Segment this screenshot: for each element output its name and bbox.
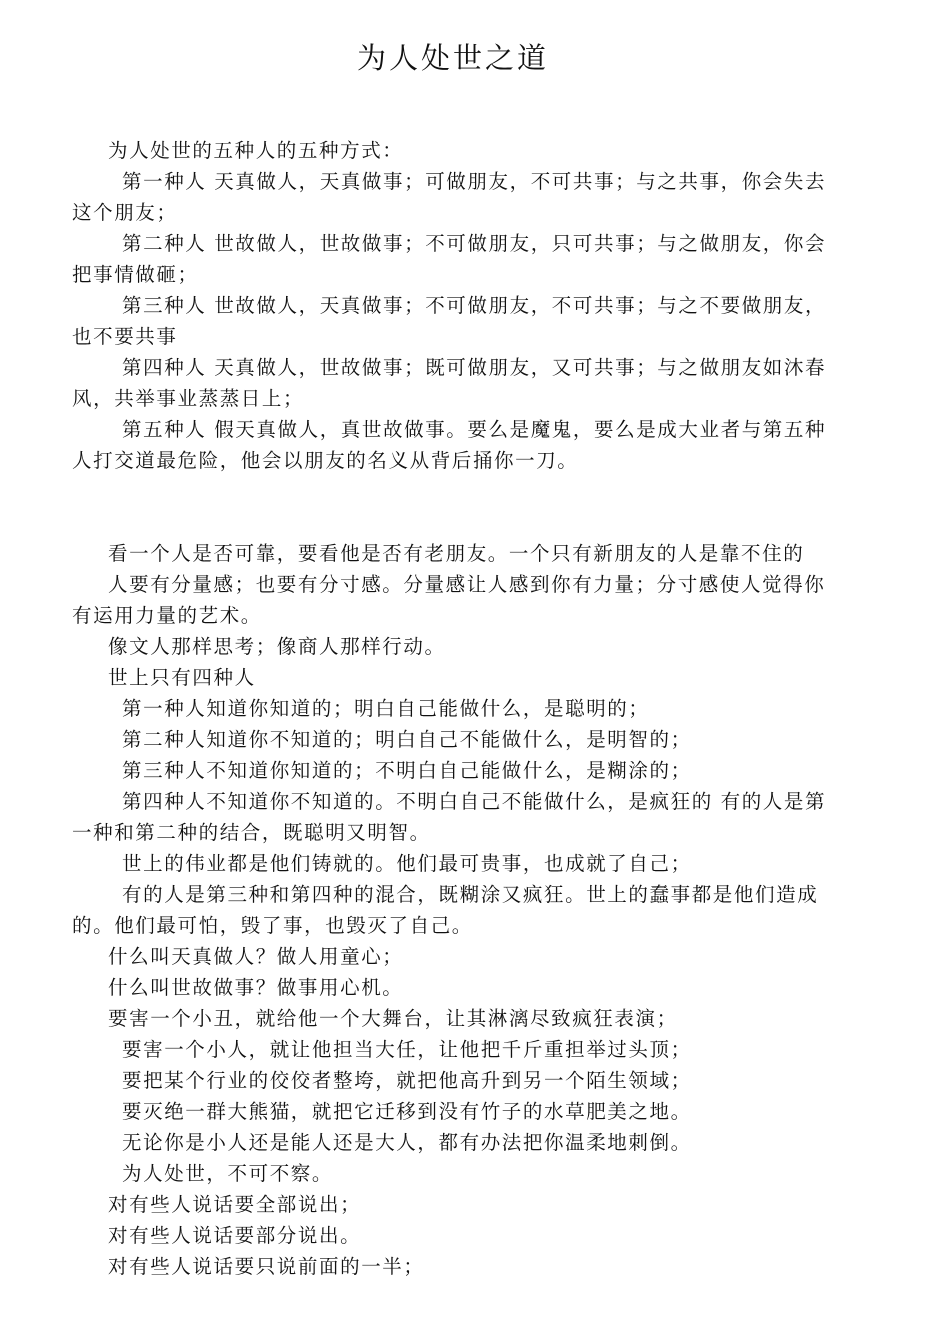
- paragraph-speak-all: 对有些人说话要全部说出；: [108, 1193, 362, 1216]
- paragraph-petty-person: 要害一个小人，就让他担当大任，让他把千斤重担举过头顶；: [122, 1038, 692, 1061]
- paragraph-four-type-4: 第四种人不知道你不知道的。不明白自己不能做什么，是疯狂的 有的人是第一种和第二种的结合，既聪明又明智。: [72, 790, 827, 844]
- paragraph-worldly-matter: 什么叫世故做事？做事用心机。: [108, 976, 404, 999]
- blank-line: [72, 476, 836, 538]
- paragraph-four-type-2: 第二种人知道你不知道的；明白自己不能做什么，是明智的；: [122, 728, 692, 751]
- page-title: 为人处世之道: [356, 41, 549, 75]
- paragraph-type-3: 第三种人 世故做人，天真做事；不可做朋友，不可共事；与之不要做朋友，也不要共事: [72, 294, 827, 348]
- paragraph-think-act: 像文人那样思考；像商人那样行动。: [108, 635, 446, 658]
- paragraph-great-works: 世上的伟业都是他们铸就的。他们最可贵事，也成就了自己；: [122, 852, 692, 875]
- paragraph-type-4: 第四种人 天真做人，世故做事；既可做朋友，又可共事；与之做朋友如沐春风，共举事业蒸蒸日上；: [72, 356, 827, 410]
- paragraph-panda: 要灭绝一群大熊猫，就把它迁移到没有竹子的水草肥美之地。: [122, 1100, 692, 1123]
- paragraph-four-type-1: 第一种人知道你知道的；明白自己能做什么，是聪明的；: [122, 697, 650, 720]
- paragraph-gentle-stab: 无论你是小人还是能人还是大人，都有办法把你温柔地刺倒。: [122, 1131, 692, 1154]
- paragraph-speak-part: 对有些人说话要部分说出。: [108, 1224, 362, 1247]
- paragraph-four-types-heading: 世上只有四种人: [108, 666, 256, 689]
- paragraph-foolish-deeds: 有的人是第三种和第四种的混合，既糊涂又疯狂。世上的蠢事都是他们造成的。他们最可怕，毁了事，也毁灭了自己。: [72, 883, 819, 937]
- document-body: [72, 135, 836, 1282]
- paragraph-type-2: 第二种人 世故做人，世故做事；不可做朋友，只可共事；与之做朋友，你会把事情做砸；: [72, 232, 827, 286]
- paragraph-sense-of-weight: 人要有分量感；也要有分寸感。分量感让人感到你有力量；分寸感使人觉得你有运用力量的艺术。: [72, 573, 826, 627]
- paragraph-intro: 为人处世的五种人的五种方式：: [108, 139, 404, 162]
- paragraph-four-type-3: 第三种人不知道你知道的；不明白自己能做什么，是糊涂的；: [122, 759, 692, 782]
- paragraph-industry-leader: 要把某个行业的佼佼者整垮，就把他高升到另一个陌生领域；: [122, 1069, 692, 1092]
- paragraph-clown: 要害一个小丑，就给他一个大舞台，让其淋漓尽致疯狂表演；: [108, 1007, 678, 1030]
- paragraph-naive-person: 什么叫天真做人？做人用童心；: [108, 945, 404, 968]
- paragraph-be-careful: 为人处世，不可不察。: [122, 1162, 334, 1185]
- paragraph-old-friends: 看一个人是否可靠，要看他是否有老朋友。一个只有新朋友的人是靠不住的: [108, 542, 805, 565]
- paragraph-type-1: 第一种人 天真做人，天真做事；可做朋友，不可共事；与之共事，你会失去这个朋友；: [72, 170, 827, 224]
- paragraph-type-5: 第五种人 假天真做人，真世故做事。要么是魔鬼，要么是成大业者与第五种人打交道最危险，他会以朋友的名义从背后捅你一刀。: [72, 418, 827, 472]
- paragraph-speak-half: 对有些人说话要只说前面的一半；: [108, 1255, 425, 1278]
